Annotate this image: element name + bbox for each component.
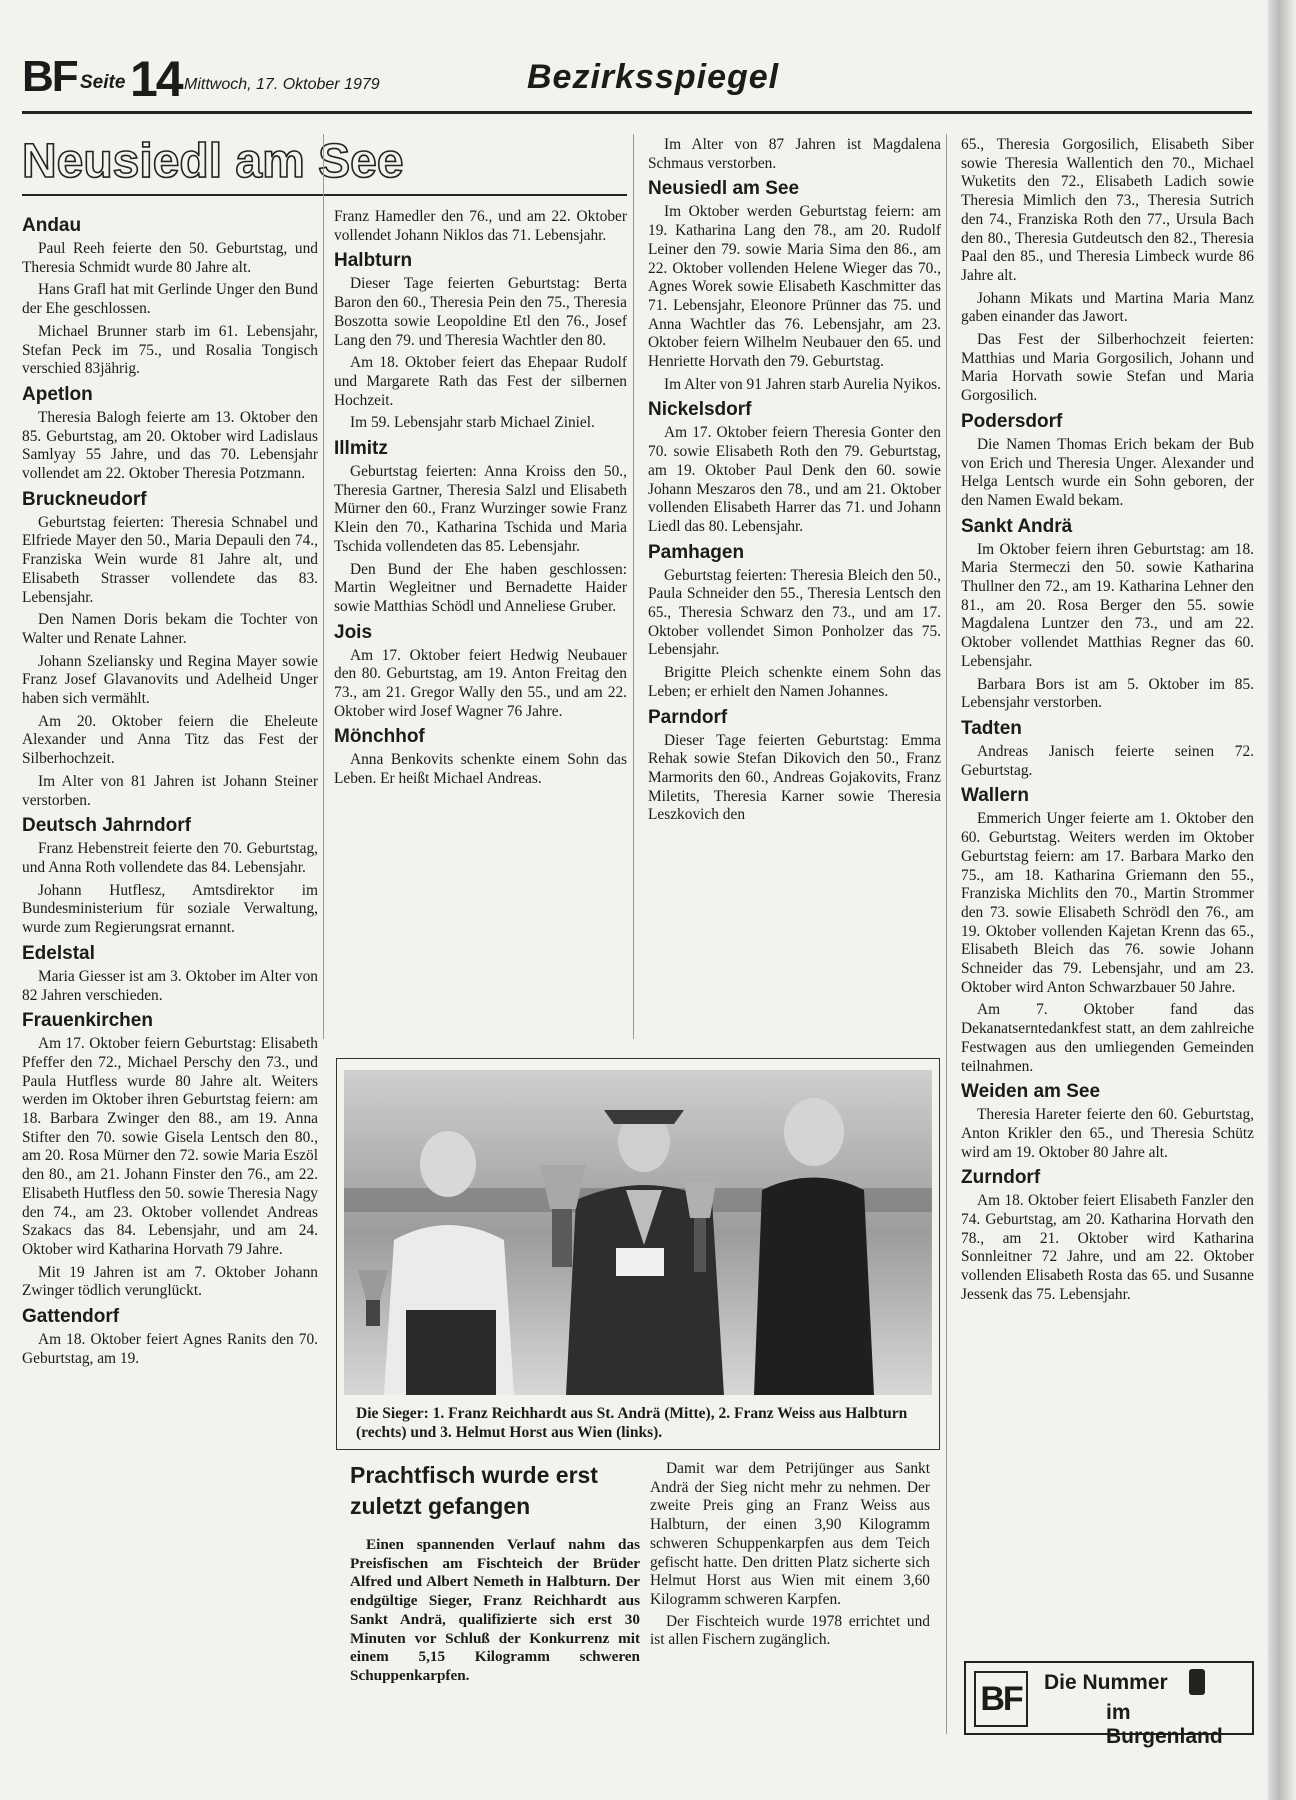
article-paragraph: Damit war dem Petrijünger aus Sankt Andrä der Sieg nicht mehr zu nehmen. Der zweite Preis ging an Franz Weiss aus Halbturn, der einen 3,90 Kilogramm schweren Schuppenkarpfen aus dem Teich gefischt hatte. Den dritten Platz sicherte sich Helmut Horst aus Wien mit einem 3,60 Kilogramm schweren Karpfen. <box>650 1460 930 1608</box>
page-number: 14 <box>130 51 182 107</box>
news-item: Am 18. Oktober feiert das Ehepaar Rudolf und Margarete Rath das Fest der silbernen Hochzeit. <box>334 354 627 409</box>
town-heading: Mönchhof <box>334 726 425 748</box>
town-heading: Podersdorf <box>961 410 1063 432</box>
town-heading: Tadten <box>961 717 1022 739</box>
page-edge <box>1268 0 1296 1800</box>
news-item: Den Bund der Ehe haben geschlossen: Martin Wegleitner und Bernadette Haider sowie Matthias Schödl und Anneliese Gruber. <box>334 560 627 615</box>
photo-caption: Die Sieger: 1. Franz Reichhardt aus St. Andrä (Mitte), 2. Franz Weiss aus Halbturn (rechts) und 3. Helmut Horst aus Wien (links). <box>356 1405 908 1441</box>
promo-line-2: im Burgenland <box>1106 1701 1223 1748</box>
news-item: Im 59. Lebensjahr starb Michael Ziniel. <box>350 414 595 432</box>
news-item: Am 17. Oktober feiern Theresia Gonter den 70. sowie Elisabeth Roth den 79. Geburtstag, am 19. Oktober Paul Denk den 60. sowie Johann Meszaros den 78., und am 21. Oktober vollenden Elisabeth Harrer das 71. und Johann Liedl das 80. Lebensjahr. <box>648 424 941 535</box>
news-item: Andreas Janisch feierte seinen 72. Geburtstag. <box>961 742 1254 779</box>
article-headline: Prachtfisch wurde erst zuletzt gefangen <box>350 1462 598 1519</box>
column-4 <box>961 136 1254 1309</box>
column-2 <box>334 208 627 793</box>
article-lead: Einen spannenden Verlauf nahm das Preisfischen am Fischteich der Brüder Alfred und Albert Nemeth in Halbturn. Der endgültige Sieger, Franz Reichhardt aus Sankt Andrä, qualifizierte sich erst 30 Minuten vor Schluß der Konkurrenz mit einem 5,15 Kilogramm schweren Schuppenkarpfen. <box>350 1536 640 1684</box>
town-heading: Frauenkirchen <box>22 1010 153 1032</box>
page-header <box>22 52 1252 108</box>
news-item: Den Namen Doris bekam die Tochter von Walter und Renate Lahner. <box>22 611 318 647</box>
article-paragraph: Der Fischteich wurde 1978 errichtet und ist allen Fischern zugänglich. <box>650 1612 930 1649</box>
town-heading: Edelstal <box>22 942 95 964</box>
news-item: Die Namen Thomas Erich bekam der Bub von Erich und Theresia Unger. Alexander und Helga Lentsch wurde ein Sohn geboren, der den Namen Ewald bekam. <box>961 435 1254 509</box>
town-heading: Parndorf <box>648 706 728 728</box>
town-heading: Sankt Andrä <box>961 515 1073 537</box>
town-heading: Gattendorf <box>22 1306 120 1328</box>
news-item: Johann Mikats und Martina Maria Manz gaben einander das Jawort. <box>961 289 1254 326</box>
town-heading: Zurndorf <box>961 1167 1041 1189</box>
winners-photo <box>344 1070 932 1395</box>
news-item: Dieser Tage feierten Geburtstag: Emma Rehak sowie Stefan Dikovich den 50., Franz Marmorits den 60., Andreas Gojakovits, Franz Miletits, Theresia Karner sowie Theresia Leszkovich den <box>648 731 941 824</box>
news-item: Johann Szeliansky und Regina Mayer sowie Franz Josef Glavanovits und Adelheid Unger haben sich vermählt. <box>22 652 318 708</box>
news-item: Franz Hebenstreit feierte den 70. Geburtstag, und Anna Roth vollendete das 84. Lebensjahr. <box>22 840 318 876</box>
town-heading: Weiden am See <box>961 1081 1101 1103</box>
district-title: Neusiedl am See <box>22 135 404 188</box>
news-item: Am 7. Oktober fand das Dekanatserntedankfest statt, an dem zahlreiche Festwagen aus den umliegenden Gemeinden teilnahmen. <box>961 1001 1254 1075</box>
town-heading: Wallern <box>961 785 1029 807</box>
news-item: 65., Theresia Gorgosilich, Elisabeth Siber sowie Theresia Wallentich den 70., Michael Wuketits den 72., Elisabeth Ladich sowie Theresia Mimlich den 73., Theresia Sutrich den 74., Franziska Roth den 77., Ursula Bach den 80., Theresia Gutdeutsch den 82., Theresia Paal den 85., und Theresia Limbeck wurde 86 Jahre alt. <box>961 136 1254 284</box>
news-item: Im Alter von 91 Jahren starb Aurelia Nyikos. <box>664 375 941 393</box>
town-heading: Halbturn <box>334 250 413 272</box>
news-item: Johann Hutflesz, Amtsdirektor im Bundesministerium für soziale Verwaltung, wurde zum Regierungsrat ernannt. <box>22 881 318 937</box>
town-heading: Nickelsdorf <box>648 399 752 421</box>
news-item: Am 17. Oktober feiert Hedwig Neubauer den 80. Geburtstag, am 19. Anton Freitag den 73., am 21. Gregor Wally den 55., und am 22. Oktober wird Josef Wagner 76 Jahre. <box>334 646 627 720</box>
town-heading: Jois <box>334 621 373 643</box>
news-item: Paul Reeh feierte den 50. Geburtstag, und Theresia Schmidt wurde 80 Jahre alt. <box>22 240 318 276</box>
news-item: Geburtstag feierten: Anna Kroiss den 50., Theresia Gartner, Theresia Salzl und Elisabeth Mürner den 60., Franz Wurzinger sowie Franz Klein den 70., Katharina Tschida und Maria Tschida vollendeten das 85. Lebensjahr. <box>334 463 627 555</box>
town-heading: Deutsch Jahrndorf <box>22 815 191 837</box>
town-heading: Pamhagen <box>648 541 745 563</box>
news-item: Am 18. Oktober feiert Agnes Ranits den 70. Geburtstag, am 19. <box>22 1331 318 1367</box>
news-item: Im Oktober feiern ihren Geburtstag: am 18. Maria Stermeczi den 50. sowie Katharina Thullner den 72., am 19. Katharina Lehner den 81., am 20. Rosa Berger den 55. sowie Magdalena Luntzer den 73., und am 22. Oktober vollendet Matthias Regner das 60. Lebensjahr. <box>961 540 1254 670</box>
news-item: Dieser Tage feierten Geburtstag: Berta Baron den 60., Theresia Pein den 75., Theresia Boszotta sowie Leopoldine Etl den 76., Josef Lang den 79. und Theresia Wachtler den 80. <box>334 275 627 349</box>
news-item: Barbara Bors ist am 5. Oktober im 85. Lebensjahr verstorben. <box>961 675 1254 712</box>
column-divider <box>633 134 634 1039</box>
column-divider <box>323 134 324 1039</box>
column-1 <box>22 210 318 1372</box>
bf-logo: BF <box>22 52 77 101</box>
news-item: Geburtstag feierten: Theresia Schnabel und Elfriede Mayer den 50., Maria Depauli den 74., Franziska Wein wurde 81 Jahre alt, und Elisabeth Strasser vollendete das 83. Lebensjahr. <box>22 513 318 606</box>
town-heading: Andau <box>22 215 82 236</box>
news-item: Im Oktober werden Geburtstag feiern: am 19. Katharina Lang den 78., am 20. Rudolf Leiner den 79. sowie Maria Sima den 86., am 22. Oktober vollenden Helene Wieger das 70., Agnes Worek sowie Elisabeth Kaschmitter das 71. Lebensjahr, Eleonore Prünner das 75. und Anna Wachtler das 76. Lebensjahr, am 23. Oktober feiern Wilhelm Neubauer den 65. und Henriette Horvath den 79. Geburtstag. <box>648 203 941 371</box>
issue-date: Mittwoch, 17. Oktober 1979 <box>184 76 380 93</box>
number-one-icon <box>1189 1669 1205 1695</box>
news-item: Maria Giesser ist am 3. Oktober im Alter von 82 Jahren verschieden. <box>22 967 318 1004</box>
news-item: Am 18. Oktober feiert Elisabeth Fanzler den 74. Geburtstag, am 20. Katharina Horvath den 78., am 21. Oktober wird Katharina Sonnleitner 72 Jahre, und am 22. Oktober vollenden Elisabeth Rosta das 65. und Susanne Jessenk das 75. Lebensjahr. <box>961 1192 1254 1303</box>
promo-box <box>964 1661 1254 1748</box>
news-item: Franz Hamedler den 76., und am 22. Oktober vollendet Johann Niklos das 71. Lebensjahr. <box>334 208 627 244</box>
news-item: Theresia Hareter feierte den 60. Geburtstag, Anton Krikler den 65., und Theresia Schütz wird am 19. Oktober 80 Jahre alt. <box>961 1106 1254 1161</box>
seite-label: Seite <box>80 72 126 93</box>
town-heading: Neusiedl am See <box>648 178 800 200</box>
news-item: Brigitte Pleich schenkte einem Sohn das Leben; er erhielt den Namen Johannes. <box>648 664 941 700</box>
promo-line-1: Die Nummer <box>1044 1671 1168 1694</box>
header-rule <box>22 111 1252 114</box>
news-item: Im Alter von 87 Jahren ist Magdalena Schmaus verstorben. <box>648 136 941 172</box>
news-item: Theresia Balogh feierte am 13. Oktober den 85. Geburtstag, am 20. Oktober wird Ladislaus Samlyay 55 Jahre, und das 70. Lebensjahr vollendet am 22. Oktober Theresia Potzmann. <box>22 408 318 483</box>
news-item: Hans Grafl hat mit Gerlinde Unger den Bund der Ehe geschlossen. <box>22 281 318 318</box>
column-3 <box>648 136 941 829</box>
news-item: Anna Benkovits schenkte einem Sohn das Leben. Er heißt Michael Andreas. <box>334 751 627 788</box>
town-heading: Illmitz <box>334 438 388 460</box>
news-item: Das Fest der Silberhochzeit feierten: Matthias und Maria Gorgosilich, Johann und Maria Horvath sowie Stefan und Maria Gorgosilich. <box>961 331 1254 405</box>
news-item: Geburtstag feierten: Theresia Bleich den 50., Paula Schneider den 55., Theresia Lentsch den 65., Theresia Schwarz den 73., und am 17. Oktober vollendet Simon Ponholzer das 75. Lebensjahr. <box>648 566 941 659</box>
title-rule <box>22 194 627 196</box>
news-item: Mit 19 Jahren ist am 7. Oktober Johann Zwinger tödlich verunglückt. <box>22 1263 318 1300</box>
town-heading: Bruckneudorf <box>22 488 147 510</box>
news-item: Emmerich Unger feierte am 1. Oktober den 60. Geburtstag. Weiters werden im Oktober Geburtstag feiern: am 17. Barbara Marko den 75., am 18. Katharina Griemann den 55., Franziska Michlits den 70., Martin Strommer den 73. sowie Elisabeth Schrödl den 76., am 19. Oktober vollenden Kajetan Krenn das 65., Elisabeth Bleich das 76. sowie Johann Schneider das 79. Lebensjahr, und am 23. Oktober wird Anton Schwarzbauer 50 Jahre. <box>961 810 1254 996</box>
column-divider <box>946 134 947 1734</box>
town-heading: Apetlon <box>22 383 93 405</box>
article-body <box>650 1460 930 1653</box>
news-item: Im Alter von 81 Jahren ist Johann Steiner verstorben. <box>22 772 318 809</box>
section-title: Bezirksspiegel <box>527 58 780 96</box>
news-item: Am 20. Oktober feiern die Eheleute Alexander und Anna Titz das Fest der Silberhochzeit. <box>22 712 318 768</box>
news-item: Am 17. Oktober feiern Geburtstag: Elisabeth Pfeffer den 72., Michael Perschy den 73., und Paula Hutfless wurde 80 Jahre alt. Weiters werden im Oktober ihren Geburtstag feiern: am 18. Barbara Zwinger den 88., am 19. Anna Stifter den 70. sowie Gisela Lentsch den 80., am 20. Rosa Mürner den 72. sowie Maria Eszöl den 80., am 21. Johann Finster den 76., am 22. Elisabeth Hutfless den 50. sowie Theresia Nagy den 74., am 23. Oktober vollendet Andreas Szakacs das 84. Lebensjahr, und am 24. Oktober wird Katharina Horvath 79 Jahre. <box>22 1035 318 1258</box>
promo-logo: BF <box>974 1671 1028 1727</box>
news-item: Michael Brunner starb im 61. Lebensjahr, Stefan Peck im 75., und Rosalia Tongisch verschied 83jährig. <box>22 322 318 378</box>
